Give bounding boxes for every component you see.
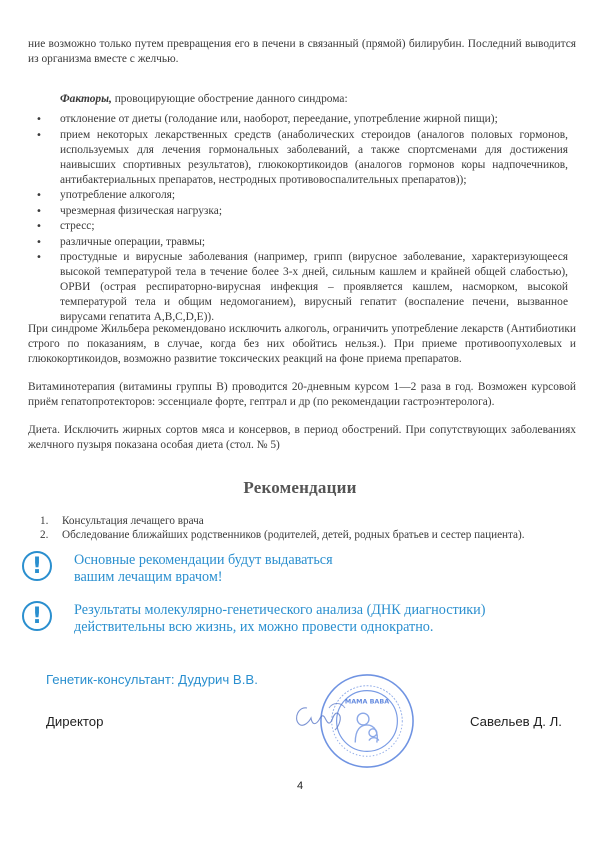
list-item bbox=[36, 204, 568, 219]
paragraph-vitamin-therapy: Витаминотерапия (витамины группы В) проводится 20-дневным курсом 1—2 раза в год. Возможен курсовой приём гепатопротекторов: эссенциале форте, гептрал и др (по рекомендации гастроэнтеролога). bbox=[28, 381, 576, 408]
list-item-text: Обследование ближайших родственников (родителей, детей, родных братьев и сестер пациента). bbox=[62, 529, 525, 541]
list-item-text: стресс; bbox=[60, 220, 95, 232]
list-item-text: употребление алкоголя; bbox=[60, 189, 176, 201]
list-item-text: простудные и вирусные заболевания (например, грипп (вирусное заболевание, характеризующееся высокой температурой тела в течение более 3-х дней, сильным кашлем и крайней общей слабостью), ОРВИ (острая респираторно-вирусная инфекция – проявляется кашлем, насморком, высокой температурой тела и общим недомоганием), вирусный гепатит (воспаление печени, вызванное вирусами гепатита A,B,C,D,E)). bbox=[60, 251, 568, 323]
list-item-text: отклонение от диеты (голодание или, наоборот, переедание, употребление жирной пищи); bbox=[60, 113, 498, 125]
list-item-number: 1. bbox=[40, 515, 49, 527]
bullet-icon: • bbox=[36, 129, 42, 141]
factors-intro-emphasis: Факторы, bbox=[60, 93, 112, 105]
note-line: вашим лечащим врачом! bbox=[74, 569, 223, 585]
note-line: действительны всю жизнь, их можно провести однократно. bbox=[74, 619, 434, 635]
note-line: Основные рекомендации будут выдаваться bbox=[74, 552, 333, 568]
recommendations-list bbox=[40, 514, 580, 542]
bullet-icon: • bbox=[36, 114, 42, 125]
factors-list bbox=[36, 112, 568, 326]
bullet-icon: • bbox=[36, 236, 42, 248]
note-line: Результаты молекулярно-генетического анализа (ДНК диагностики) bbox=[74, 602, 486, 618]
list-item bbox=[40, 514, 580, 528]
geneticist-signature-line: Генетик-консультант: Дудурич В.В. bbox=[46, 672, 258, 687]
bullet-icon: • bbox=[36, 205, 42, 217]
note-doctor-recommendations bbox=[22, 551, 582, 586]
signature-icon bbox=[285, 696, 365, 736]
recommendations-heading: Рекомендации bbox=[243, 478, 357, 497]
list-item-text: различные операции, травмы; bbox=[60, 235, 206, 248]
director-name: Савельев Д. Л. bbox=[470, 714, 562, 729]
list-item-text: чрезмерная физическая нагрузка; bbox=[60, 204, 222, 217]
list-item bbox=[36, 112, 568, 127]
note-text bbox=[74, 601, 486, 636]
bullet-icon: • bbox=[36, 221, 42, 232]
list-item bbox=[36, 219, 568, 234]
paragraph-bilirubin: ние возможно только путем превращения его в печени в связанный (прямой) билирубин. Последний выводится из организма вместе с желчью. bbox=[28, 38, 576, 65]
stamp-text: МАМА ВАВА bbox=[344, 697, 390, 706]
list-item-text: прием некоторых лекарственных средств (анаболических стероидов (аналогов половых гормонов, используемых для лечения гормональных заболеваний, а также спортсменами для достижения наивысших спортивных результатов), глюкокортикоидов (аналогов гормонов коры надпочечников, антибактериальных препаратов, нестродных противовоспалительных препаратов)); bbox=[60, 128, 568, 186]
list-item bbox=[36, 235, 568, 250]
exclamation-icon: ! bbox=[22, 551, 52, 581]
list-item-number: 2. bbox=[40, 529, 49, 541]
note-text bbox=[74, 551, 333, 586]
bullet-icon: • bbox=[36, 252, 42, 263]
director-label: Директор bbox=[46, 714, 104, 729]
list-item bbox=[36, 250, 568, 325]
bullet-icon: • bbox=[36, 190, 42, 201]
list-item bbox=[36, 188, 568, 203]
list-item bbox=[36, 128, 568, 188]
page-number: 4 bbox=[296, 780, 304, 792]
list-item-text: Консультация лечащего врача bbox=[62, 515, 204, 527]
list-item bbox=[40, 528, 580, 542]
factors-intro bbox=[60, 92, 570, 107]
factors-intro-text: провоцирующие обострение данного синдрома: bbox=[111, 93, 348, 105]
note-dna-results bbox=[22, 601, 582, 636]
paragraph-diet: Диета. Исключить жирных сортов мяса и консервов, в период обострений. При сопутствующих заболеваниях желчного пузыря показана особая диета (стол. № 5) bbox=[28, 424, 576, 451]
exclamation-icon: ! bbox=[22, 601, 52, 631]
paragraph-gilbert-syndrome: При синдроме Жильбера рекомендовано исключить алкоголь, ограничить употребление лекарств (Антибиотики строго по показаниям, в случае, когда без них обойтись нельзя.). При приеме противоопухолевых и глюкокортикоидов, возможно развитие токсических реакций на фоне приема препаратов. bbox=[28, 323, 576, 365]
